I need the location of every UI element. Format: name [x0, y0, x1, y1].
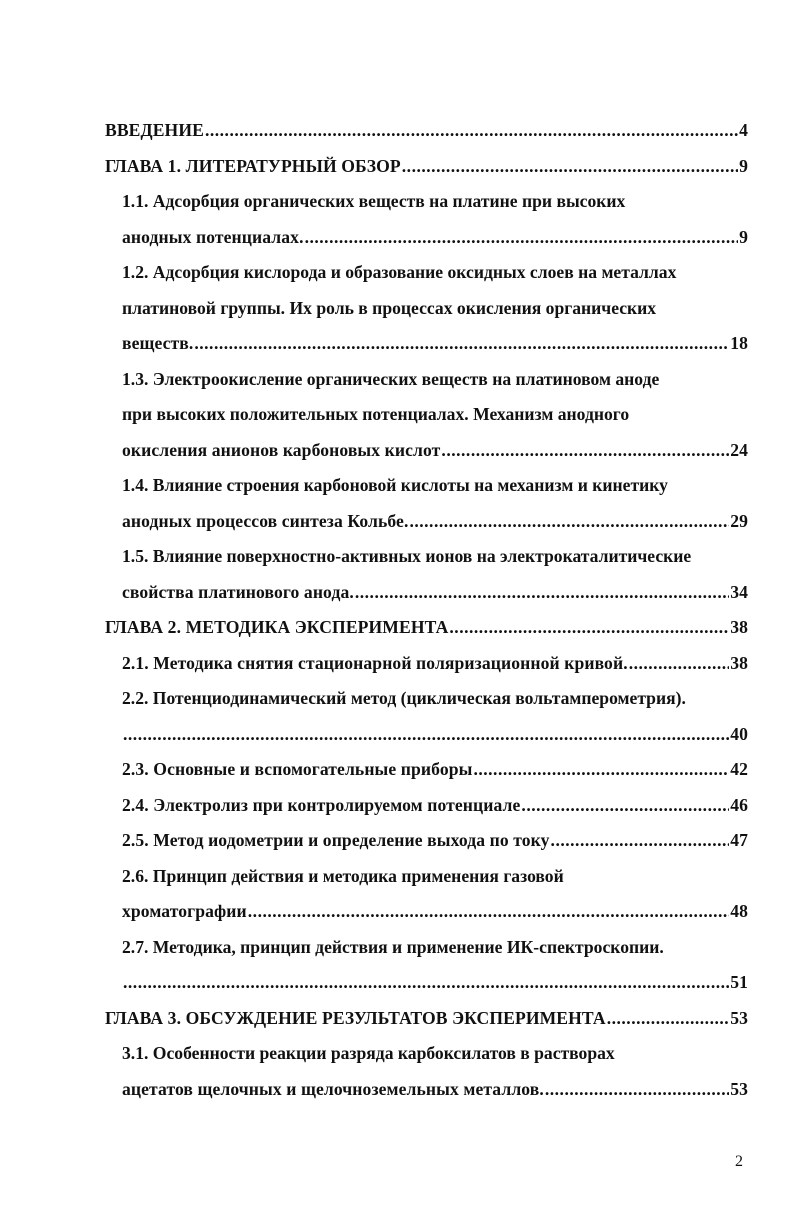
- dot-leader: [123, 717, 729, 753]
- dot-leader: [441, 433, 729, 469]
- toc-page: 38: [730, 652, 748, 673]
- dot-leader: [402, 149, 738, 185]
- dot-leader: [551, 823, 730, 859]
- toc-entry-2-6[interactable]: [105, 859, 748, 930]
- toc-page: 18: [730, 333, 748, 353]
- dot-leader: [629, 646, 730, 682]
- table-of-contents: [105, 113, 748, 1107]
- dot-leader: [205, 113, 738, 149]
- toc-title: ВВЕДЕНИЕ: [105, 120, 204, 140]
- toc-page: 53: [730, 1007, 748, 1028]
- toc-entry-chapter-2[interactable]: [105, 610, 748, 646]
- dot-leader: [409, 504, 729, 540]
- toc-page: 47: [730, 830, 748, 850]
- toc-title-last-line: хроматографии: [122, 901, 247, 921]
- toc-title-line: 1.2. Адсорбция кислорода и образование оксидных слоев на металлах: [122, 262, 677, 282]
- dot-leader: [473, 752, 729, 788]
- toc-entry-1-3[interactable]: [105, 362, 748, 469]
- toc-entry-1-4[interactable]: [105, 468, 748, 539]
- dot-leader: [248, 894, 729, 930]
- dot-leader: [607, 1001, 730, 1037]
- toc-title-last-line: анодных процессов синтеза Кольбе.: [122, 510, 409, 531]
- toc-entry-intro[interactable]: [105, 113, 748, 149]
- toc-title-line: платиновой группы. Их роль в процессах окисления органических: [122, 297, 657, 318]
- toc-title-line: 1.4. Влияние строения карбоновой кислоты на механизм и кинетику: [122, 475, 668, 495]
- toc-title: 2.5. Метод иодометрии и определение выхода по току: [122, 830, 550, 850]
- toc-page: 24: [730, 439, 748, 460]
- toc-page: 34: [730, 581, 748, 602]
- toc-entry-2-2[interactable]: [105, 681, 748, 752]
- toc-entry-2-3[interactable]: [122, 752, 748, 788]
- toc-page: 42: [730, 759, 748, 779]
- toc-entry-3-1[interactable]: [105, 1036, 748, 1107]
- page-number: 2: [735, 1153, 743, 1170]
- toc-page: 4: [739, 120, 748, 140]
- toc-title-last-line: свойства платинового анода.: [122, 581, 354, 602]
- toc-title-line: 1.1. Адсорбция органических веществ на платине при высоких: [122, 191, 626, 211]
- toc-title: 2.3. Основные и вспомогательные приборы: [122, 759, 473, 779]
- toc-title-line: 1.3. Электроокисление органических веществ на платиновом аноде: [122, 368, 660, 389]
- toc-title-last-line: ацетатов щелочных и щелочноземельных металлов.: [122, 1078, 544, 1099]
- toc-title-line: 2.6. Принцип действия и методика применения газовой: [122, 865, 564, 886]
- toc-entry-2-1[interactable]: [122, 646, 748, 682]
- toc-entry-1-2[interactable]: [105, 255, 748, 362]
- toc-title-line: 2.7. Методика, принцип действия и применение ИК-спектроскопии.: [122, 936, 664, 957]
- toc-title: ГЛАВА 2. МЕТОДИКА ЭКСПЕРИМЕНТА: [105, 617, 449, 637]
- toc-title-line: 2.2. Потенциодинамический метод (циклическая вольтамперометрия).: [122, 688, 686, 708]
- toc-entry-1-5[interactable]: [105, 539, 748, 610]
- toc-title: ГЛАВА 3. ОБСУЖДЕНИЕ РЕЗУЛЬТАТОВ ЭКСПЕРИМЕНТА: [105, 1007, 606, 1028]
- dot-leader: [545, 1072, 729, 1108]
- dot-leader: [449, 610, 729, 646]
- toc-page: 38: [730, 617, 748, 637]
- toc-entry-1-1[interactable]: [105, 184, 748, 255]
- toc-page: 9: [739, 226, 748, 247]
- toc-page: 51: [730, 972, 748, 992]
- toc-title-last-line: окисления анионов карбоновых кислот: [122, 439, 441, 460]
- toc-page: 46: [730, 794, 748, 815]
- toc-page: 48: [730, 901, 748, 921]
- toc-entry-2-5[interactable]: [122, 823, 748, 859]
- toc-entry-2-7[interactable]: [105, 930, 748, 1001]
- toc-title: 2.4. Электролиз при контролируемом потенциале: [122, 794, 521, 815]
- dot-leader: [521, 788, 729, 824]
- toc-entry-chapter-1[interactable]: [105, 149, 748, 185]
- toc-entry-chapter-3[interactable]: [105, 1001, 748, 1037]
- toc-title-last-line: веществ.: [122, 333, 194, 353]
- toc-title-line: 1.5. Влияние поверхностно-активных ионов на электрокаталитические: [122, 546, 692, 566]
- toc-page: 40: [730, 723, 748, 744]
- toc-entry-2-4[interactable]: [122, 788, 748, 824]
- toc-page: 53: [730, 1078, 748, 1099]
- dot-leader: [355, 575, 729, 611]
- dot-leader: [305, 220, 739, 256]
- toc-title-line: при высоких положительных потенциалах. Механизм анодного: [122, 404, 630, 424]
- toc-title: ГЛАВА 1. ЛИТЕРАТУРНЫЙ ОБЗОР: [105, 155, 401, 176]
- dot-leader: [194, 326, 729, 362]
- toc-page: 29: [730, 510, 748, 531]
- dot-leader: [123, 965, 729, 1001]
- toc-page: 9: [739, 155, 748, 176]
- toc-title-line: 3.1. Особенности реакции разряда карбоксилатов в растворах: [122, 1043, 615, 1063]
- toc-title: 2.1. Методика снятия стационарной поляризационной кривой.: [122, 652, 628, 673]
- toc-title-last-line: анодных потенциалах.: [122, 226, 304, 247]
